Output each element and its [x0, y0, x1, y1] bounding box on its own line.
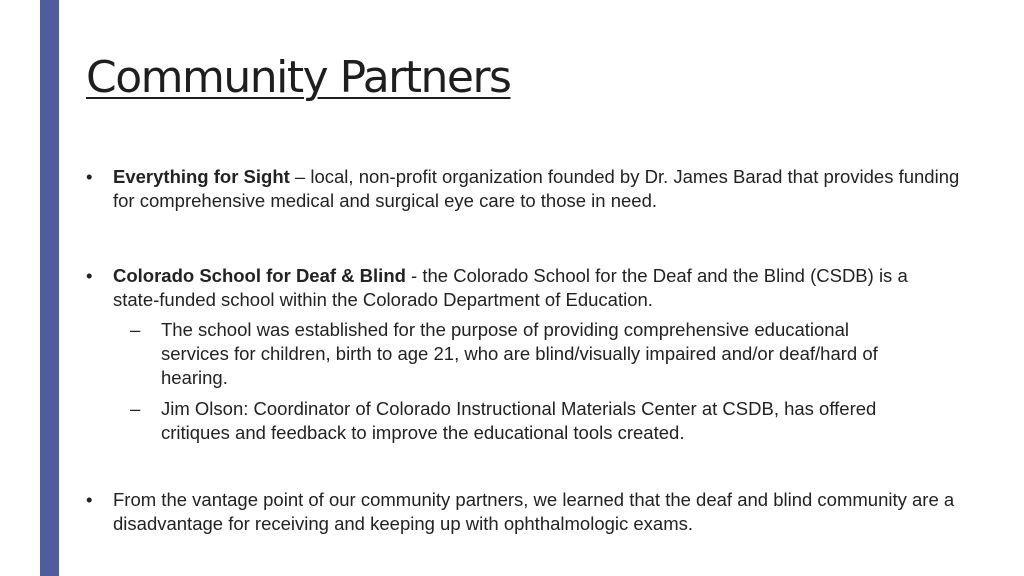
bullet-vantage-point	[84, 488, 984, 536]
sub-item-jim-olson: – Jim Olson: Coordinator of Colorado Instructional Materials Center at CSDB, has offered critiques and feedback to improve the educational tools created.	[113, 397, 916, 445]
sub-list	[113, 318, 984, 445]
bullet-body	[113, 264, 948, 312]
bullet-heading: Everything for Sight	[113, 166, 290, 187]
accent-bar	[40, 0, 59, 576]
bullet-text: – local, non-profit organization founded by Dr. James Barad that provides funding for comprehensive medical and surgical eye care to those in need.	[113, 166, 960, 211]
bullet-text: From the vantage point of our community partners, we learned that the deaf and blind community are a disadvantage for receiving and keeping up with ophthalmologic exams.	[113, 489, 955, 534]
slide-content	[84, 165, 984, 536]
bullet-text: - the Colorado School for the Deaf and the Blind (CSDB) is a state-funded school within the Colorado Department of Education.	[113, 265, 908, 310]
bullet-everything-for-sight	[84, 165, 984, 213]
bullet-colorado-school	[84, 264, 984, 445]
sub-item-school-purpose: – The school was established for the purpose of providing comprehensive educational services for children, birth to age 21, who are blind/visually impaired and/or deaf/hard of hearing.	[113, 318, 906, 390]
slide-title: Community Partners	[86, 52, 511, 103]
bullet-heading: Colorado School for Deaf & Blind	[113, 265, 406, 286]
